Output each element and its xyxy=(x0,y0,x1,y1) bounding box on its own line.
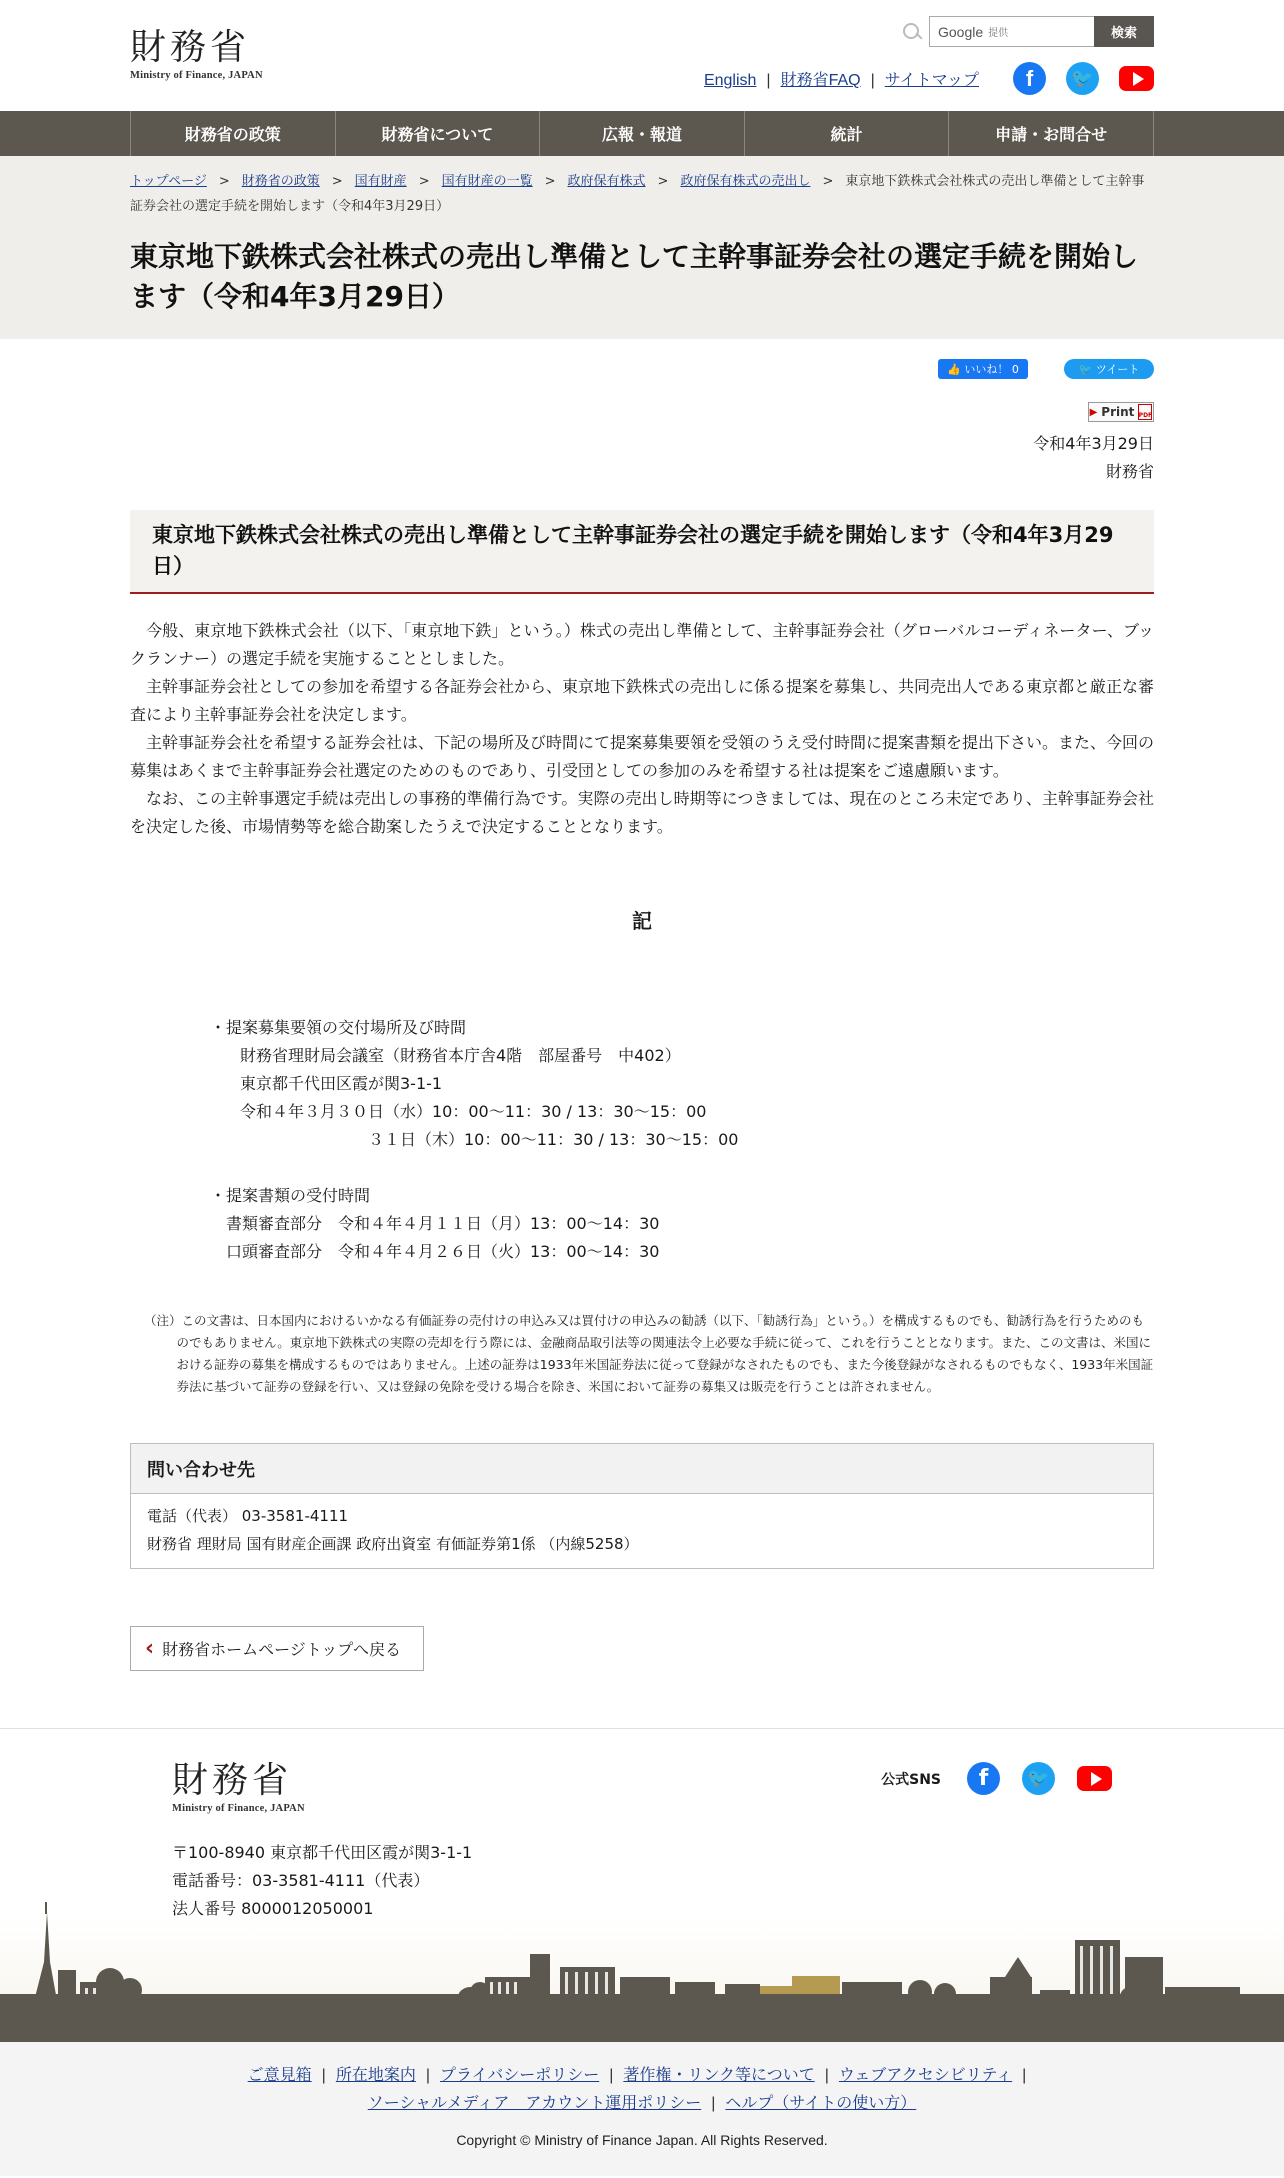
footer-address: 〒100-8940 東京都千代田区霞が関3-1-1 電話番号：03-3581-4111（代表） 法人番号 8000012050001 xyxy=(172,1843,473,1918)
contact-phone: 電話（代表） 03-3581-4111 xyxy=(147,1507,349,1525)
nav-press[interactable]: 広報・報道 xyxy=(540,111,745,156)
footer-link-copyright[interactable]: 著作権・リンク等について xyxy=(623,2067,815,2084)
facebook-like-button[interactable]: 👍 いいね！ 0 xyxy=(938,359,1028,379)
site-search xyxy=(901,16,1154,47)
page-title: 東京地下鉄株式会社株式の売出し準備として主幹事証券会社の選定手続を開始します（令和4年3月29日） xyxy=(130,240,1139,313)
ki-heading: 記 xyxy=(632,909,652,933)
contact-title: 問い合わせ先 xyxy=(131,1444,1153,1494)
item1-place: 財務省理財局会議室（財務省本庁舎4階 部屋番号 中402） xyxy=(240,1046,681,1065)
release-issuer: 財務省 xyxy=(1105,462,1154,481)
breadcrumb-gov-shares[interactable]: 政府保有株式 xyxy=(567,174,646,189)
breadcrumb-share-sales[interactable]: 政府保有株式の売出し xyxy=(680,174,811,189)
sitemap-link[interactable]: サイトマップ xyxy=(884,72,979,89)
chevron-left-icon: ‹ xyxy=(145,1635,155,1661)
nav-application[interactable]: 申請・お問合せ xyxy=(949,111,1154,156)
breadcrumb: トップページ > 財務省の政策 > 国有財産 > 国有財産の一覧 > 政府保有株式 > 政府保有株式の売出し > 東京地下鉄株式会社株式の売出し準備として主幹事証券会社の選定手続を開始します（令和4年3月29日） xyxy=(130,174,1145,214)
footer-logo[interactable]: 財務省 Ministry of Finance, JAPAN xyxy=(172,1760,305,1814)
schedule-list xyxy=(210,1014,1154,1266)
contact-dept: 財務省 理財局 国有財産企画課 政府出資室 有価証券第1係 （内線5258） xyxy=(147,1535,639,1553)
footer-link-help[interactable]: ヘルプ（サイトの使い方） xyxy=(725,2095,917,2112)
faq-link[interactable]: 財務省FAQ xyxy=(780,72,861,89)
search-button[interactable]: 検索 xyxy=(1094,16,1154,47)
english-link[interactable]: English xyxy=(703,72,757,89)
pdf-icon: PDF xyxy=(1138,404,1152,420)
twitter-icon[interactable]: 🐦 xyxy=(1066,62,1099,95)
global-nav xyxy=(0,111,1284,156)
item1-time1: 令和４年３月３０日（水）10：00～11：30 / 13：30～15：00 xyxy=(240,1102,707,1121)
search-input[interactable]: Google 提供 xyxy=(929,16,1094,47)
back-to-top-button[interactable]: ‹ 財務省ホームページトップへ戻る xyxy=(130,1626,424,1671)
main-content xyxy=(130,359,1154,1671)
item1-address: 東京都千代田区霞が関3-1-1 xyxy=(240,1074,443,1093)
facebook-icon[interactable]: f xyxy=(1013,62,1046,95)
release-info xyxy=(130,430,1154,486)
share-bar xyxy=(130,359,1154,379)
breadcrumb-current: 東京地下鉄株式会社株式の売出し準備として主幹事証券会社の選定手続を開始します（令和4年3月29日） xyxy=(130,174,1145,214)
item1-title: ・提案募集要領の交付場所及び時間 xyxy=(210,1018,467,1037)
footer-link-location[interactable]: 所在地案内 xyxy=(335,2067,416,2084)
item2-line2: 口頭審査部分 令和４年４月２６日（火）13：00～14：30 xyxy=(226,1242,660,1261)
paragraph: 主幹事証券会社を希望する証券会社は、下記の場所及び時間にて提案募集要領を受領のうえ受付時間に提案書類を提出下さい。また、今回の募集はあくまで主幹事証券会社選定のためのものであり、引受団としての参加のみを希望する社は提案をご遠慮願います。 xyxy=(130,733,1155,780)
footer-sns xyxy=(881,1762,1112,1795)
thumbs-up-icon: 👍 xyxy=(947,362,965,376)
sns-label: 公式SNS xyxy=(881,1771,941,1788)
copyright: Copyright © Ministry of Finance Japan. All Rights Reserved. xyxy=(456,2132,828,2148)
breadcrumb-property-list[interactable]: 国有財産の一覧 xyxy=(441,174,533,189)
footer-link-accessibility[interactable]: ウェブアクセシビリティ xyxy=(838,2067,1013,2084)
nav-statistics[interactable]: 統計 xyxy=(745,111,950,156)
site-footer xyxy=(0,1728,1284,2042)
footer-link-opinion[interactable]: ご意見箱 xyxy=(247,2067,312,2084)
nav-policy[interactable]: 財務省の政策 xyxy=(131,111,336,156)
breadcrumb-top[interactable]: トップページ xyxy=(130,174,207,189)
item1-time2: ３１日（木）10：00～11：30 / 13：30～15：00 xyxy=(368,1130,739,1149)
footer-link-privacy[interactable]: プライバシーポリシー xyxy=(440,2067,600,2084)
ground-strip xyxy=(0,1994,1284,2042)
header-sns xyxy=(1013,62,1154,95)
paragraph: 主幹事証券会社としての参加を希望する各証券会社から、東京地下鉄株式の売出しに係る提案を募集し、共同売出人である東京都と厳正な審査により主幹事証券会社を決定します。 xyxy=(130,677,1155,724)
facebook-icon[interactable]: f xyxy=(967,1762,1000,1795)
search-icon xyxy=(901,21,923,43)
tweet-button[interactable]: 🐦 ツイート xyxy=(1064,359,1154,379)
site-header xyxy=(130,0,1154,111)
footer-link-social-policy[interactable]: ソーシャルメディア アカウント運用ポリシー xyxy=(367,2095,702,2112)
title-band xyxy=(0,156,1284,339)
twitter-bird-icon: 🐦 xyxy=(1078,362,1096,376)
youtube-icon[interactable] xyxy=(1077,1766,1112,1791)
article-heading: 東京地下鉄株式会社株式の売出し準備として主幹事証券会社の選定手続を開始します（令和4年3月29日） xyxy=(130,510,1154,594)
breadcrumb-national-property[interactable]: 国有財産 xyxy=(354,174,407,189)
play-arrow-icon: ▶ xyxy=(1089,406,1098,418)
nav-about[interactable]: 財務省について xyxy=(336,111,541,156)
disclaimer-note: （注）この文書は、日本国内におけるいかなる有価証券の売付けの申込み又は買付けの申込みの勧誘（以下、「勧誘行為」という。）を構成するものでも、勧誘行為を行うためのものでもありません。東京地下鉄株式の実際の売却を行う際には、金融商品取引法等の関連法令上必要な手続に従って、これを行うこととなります。また、この文書は、米国における証券の募集を構成するものではありません。上述の証券は1933年米国証券法に従って登録がなされたものでも、また今後登録がなされるものでもなく、1933年米国証券法に基づいて証券の登録を行い、又は登録の免除を受ける場合を除き、米国において証券の募集又は販売を行うことは許されません。 xyxy=(144,1313,1154,1394)
article-body xyxy=(130,617,1154,841)
site-logo[interactable]: 財務省 Ministry of Finance, JAPAN xyxy=(130,27,263,81)
twitter-icon[interactable]: 🐦 xyxy=(1022,1762,1055,1795)
contact-box xyxy=(130,1443,1154,1569)
breadcrumb-policy[interactable]: 財務省の政策 xyxy=(241,174,320,189)
footer-links-bar: ご意見箱 | 所在地案内 | プライバシーポリシー | 著作権・リンク等について | ウェブアクセシビリティ | ソーシャルメディア アカウント運用ポリシー | ヘルプ（サイトの使い方） Copyright © Ministry of Finance Japan. All Rights Reserved. xyxy=(0,2042,1284,2176)
paragraph: 今般、東京地下鉄株式会社（以下、「東京地下鉄」という。）株式の売出し準備として、主幹事証券会社（グローバルコーディネーター、ブックランナー）の選定手続を実施することとしました。 xyxy=(130,621,1154,668)
youtube-icon[interactable] xyxy=(1119,66,1154,91)
item2-line1: 書類審査部分 令和４年４月１１日（月）13：00～14：30 xyxy=(226,1214,660,1233)
item2-title: ・提案書類の受付時間 xyxy=(210,1186,371,1205)
release-date: 令和4年3月29日 xyxy=(1033,434,1154,453)
paragraph: なお、この主幹事選定手続は売出しの事務的準備行為です。実際の売出し時期等につきましては、現在のところ未定であり、主幹事証券会社を決定した後、市場情勢等を総合勘案したうえで決定することとなります。 xyxy=(130,789,1154,836)
print-button[interactable]: ▶ Print PDF xyxy=(1088,402,1154,422)
header-links: English | 財務省FAQ | サイトマップ xyxy=(703,72,979,89)
